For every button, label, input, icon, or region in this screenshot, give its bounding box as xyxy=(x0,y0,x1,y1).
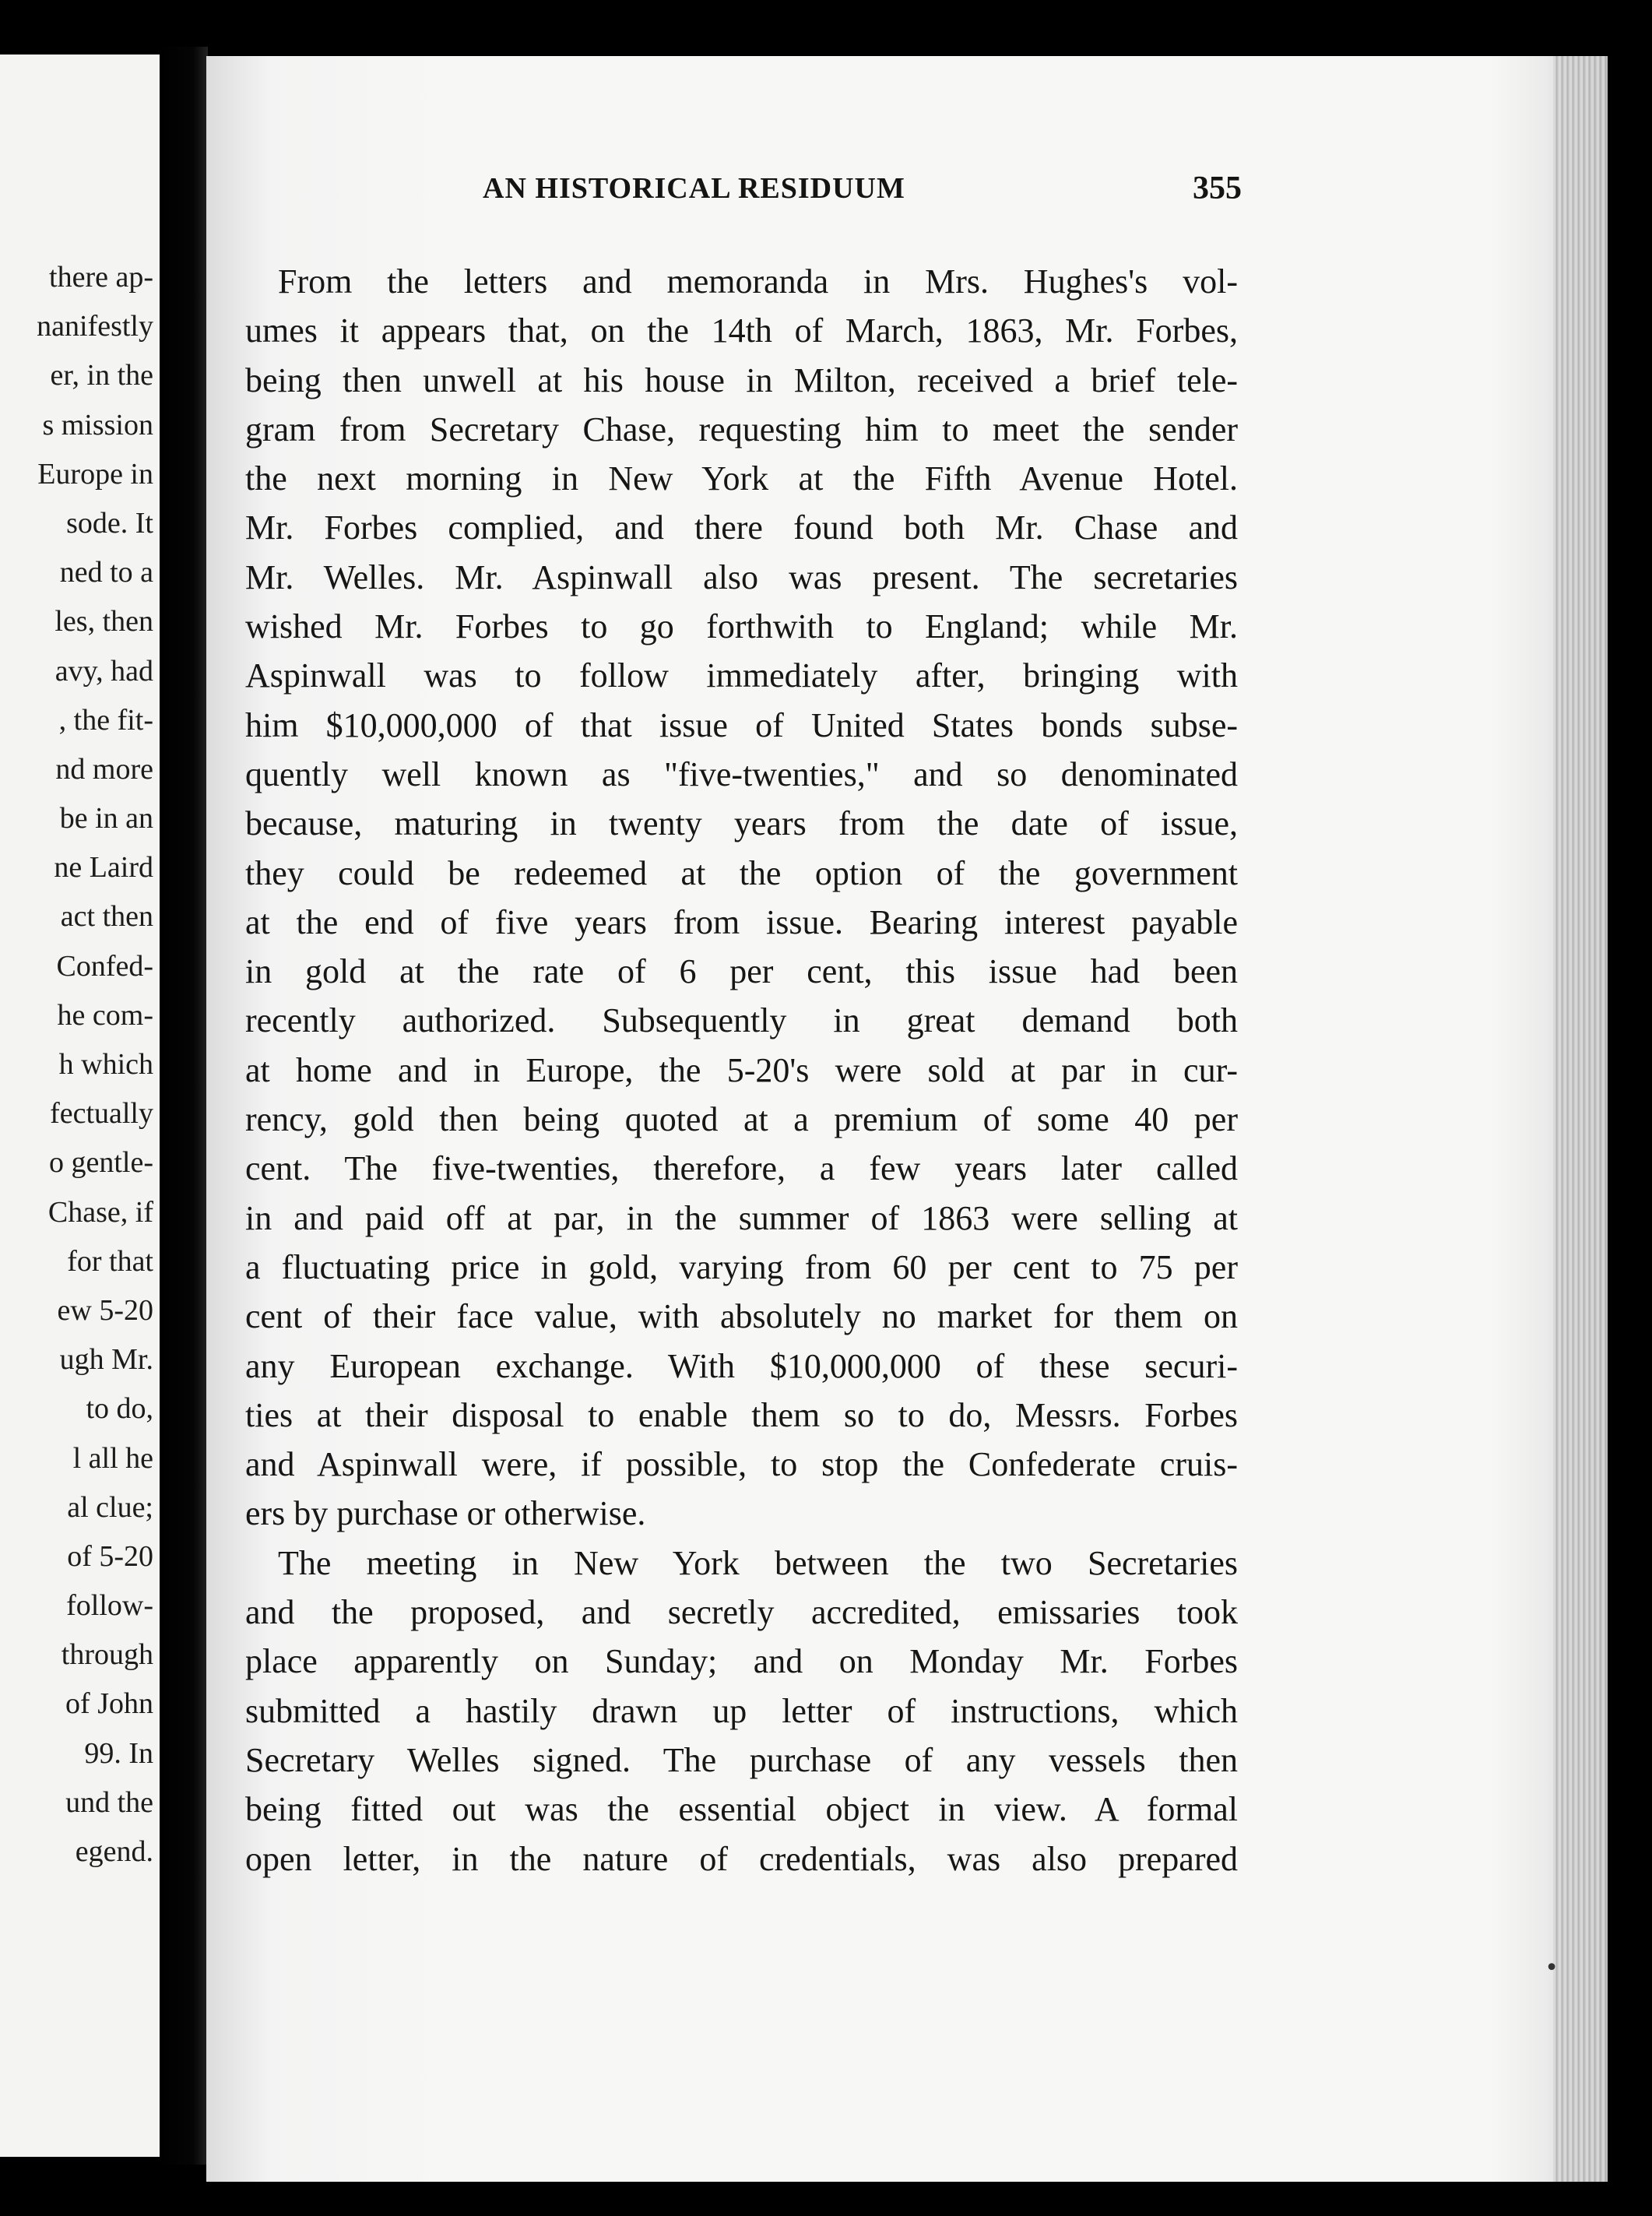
left-page-line: nanifestly xyxy=(37,310,153,343)
paragraph-2 xyxy=(245,1539,1238,1884)
left-page-line: Confed- xyxy=(56,949,153,983)
left-page-line: of 5-20 xyxy=(67,1539,153,1573)
text-line: From the letters and memoranda in Mrs. Hughes's vol- xyxy=(278,262,1238,301)
text-line: a fluctuating price in gold, varying from 60 per cent to 75 per xyxy=(245,1247,1238,1286)
left-page-line: act then xyxy=(60,900,153,934)
text-line: Secretary Welles signed. The purchase of any vessels then xyxy=(245,1740,1238,1779)
body-text xyxy=(245,257,1238,1884)
text-line: the next morning in New York at the Fifth Avenue Hotel. xyxy=(245,459,1238,498)
left-page-text-fragments xyxy=(0,253,153,1877)
text-line: recently authorized. Subsequently in great demand both xyxy=(245,1001,1238,1040)
left-page-line: follow- xyxy=(66,1589,153,1623)
left-page-line: les, then xyxy=(54,605,153,638)
text-line: in gold at the rate of 6 per cent, this issue had been xyxy=(245,952,1238,991)
left-page-line: to do, xyxy=(86,1392,153,1426)
left-page-line: und the xyxy=(65,1785,153,1819)
left-page-line: ew 5-20 xyxy=(57,1293,153,1327)
text-line: The meeting in New York between the two Secretaries xyxy=(278,1543,1238,1582)
text-line: cent of their face value, with absolutely no market for them on xyxy=(245,1297,1238,1336)
left-page-line: o gentle- xyxy=(48,1146,153,1180)
left-page-line: al clue; xyxy=(67,1490,153,1524)
text-line: quently well known as "five-twenties," and so denominated xyxy=(245,754,1238,793)
text-line: open letter, in the nature of credentials, was also prepared xyxy=(245,1839,1238,1878)
left-page-line: he com- xyxy=(57,998,153,1032)
running-head xyxy=(276,171,1242,226)
text-line: place apparently on Sunday; and on Monday Mr. Forbes xyxy=(245,1642,1238,1681)
text-line: at the end of five years from issue. Bearing interest payable xyxy=(245,902,1238,941)
text-line: him $10,000,000 of that issue of United States bonds subse- xyxy=(245,705,1238,744)
text-line: submitted a hastily drawn up letter of instructions, which xyxy=(245,1691,1238,1730)
left-page-line: nd more xyxy=(55,752,153,786)
left-facing-page xyxy=(0,55,160,2157)
left-page-line: egend. xyxy=(75,1835,153,1868)
text-line: at home and in Europe, the 5-20's were sold at par in cur- xyxy=(245,1050,1238,1089)
text-line: and Aspinwall were, if possible, to stop the Confederate cruis- xyxy=(245,1445,1238,1484)
text-line: Mr. Forbes complied, and there found both Mr. Chase and xyxy=(245,508,1238,547)
book-gutter xyxy=(160,47,208,2165)
text-line: rency, gold then being quoted at a premium of some 40 per xyxy=(245,1100,1238,1139)
text-line: gram from Secretary Chase, requesting him to meet the sender xyxy=(245,410,1238,448)
text-line: any European exchange. With $10,000,000 of these securi- xyxy=(245,1346,1238,1385)
left-page-line: Chase, if xyxy=(47,1195,153,1229)
left-page-line: be in an xyxy=(59,802,153,835)
left-page-line: for that xyxy=(67,1244,153,1278)
left-page-line: 99. In xyxy=(84,1736,153,1770)
left-page-line: ned to a xyxy=(59,556,153,589)
text-line: being fitted out was the essential object in view. A formal xyxy=(245,1790,1238,1829)
left-page-line: ne Laird xyxy=(54,851,153,885)
running-head-title: AN HISTORICAL RESIDUUM xyxy=(483,172,905,205)
text-line: cent. The five-twenties, therefore, a few years later called xyxy=(245,1149,1238,1188)
text-line: wished Mr. Forbes to go forthwith to England; while Mr. xyxy=(245,607,1238,646)
left-page-line: through xyxy=(61,1638,153,1672)
paragraph-1 xyxy=(245,257,1238,1539)
scan-speck: • xyxy=(1545,1954,1559,1982)
page-number: 355 xyxy=(1193,171,1242,206)
left-page-line: avy, had xyxy=(54,654,153,688)
left-page-line: Europe in xyxy=(37,457,153,491)
text-line: Aspinwall was to follow immediately after, bringing with xyxy=(245,656,1238,695)
text-line: ers by purchase or otherwise. xyxy=(245,1494,646,1533)
text-line: being then unwell at his house in Milton, received a brief tele- xyxy=(245,361,1238,399)
left-page-line: of John xyxy=(65,1687,153,1721)
left-page-line: er, in the xyxy=(50,359,153,392)
left-page-line: sode. It xyxy=(66,506,153,540)
left-page-line: h which xyxy=(58,1048,153,1081)
left-page-line: fectually xyxy=(50,1097,153,1131)
text-line: they could be redeemed at the option of the government xyxy=(245,853,1238,892)
text-line: in and paid off at par, in the summer of 1863 were selling at xyxy=(245,1198,1238,1237)
left-page-line: , the fit- xyxy=(58,703,153,737)
page-edges xyxy=(1553,56,1608,2182)
text-line: ties at their disposal to enable them so to do, Messrs. Forbes xyxy=(245,1395,1238,1434)
text-line: and the proposed, and secretly accredited, emissaries took xyxy=(245,1593,1238,1632)
left-page-line: ugh Mr. xyxy=(59,1343,153,1377)
left-page-line: there ap- xyxy=(49,261,153,294)
left-page-line: l all he xyxy=(72,1441,153,1475)
text-line: because, maturing in twenty years from the date of issue, xyxy=(245,804,1238,843)
text-line: umes it appears that, on the 14th of March, 1863, Mr. Forbes, xyxy=(245,311,1238,350)
text-line: Mr. Welles. Mr. Aspinwall also was present. The secretaries xyxy=(245,558,1238,596)
left-page-line: s mission xyxy=(42,408,153,441)
